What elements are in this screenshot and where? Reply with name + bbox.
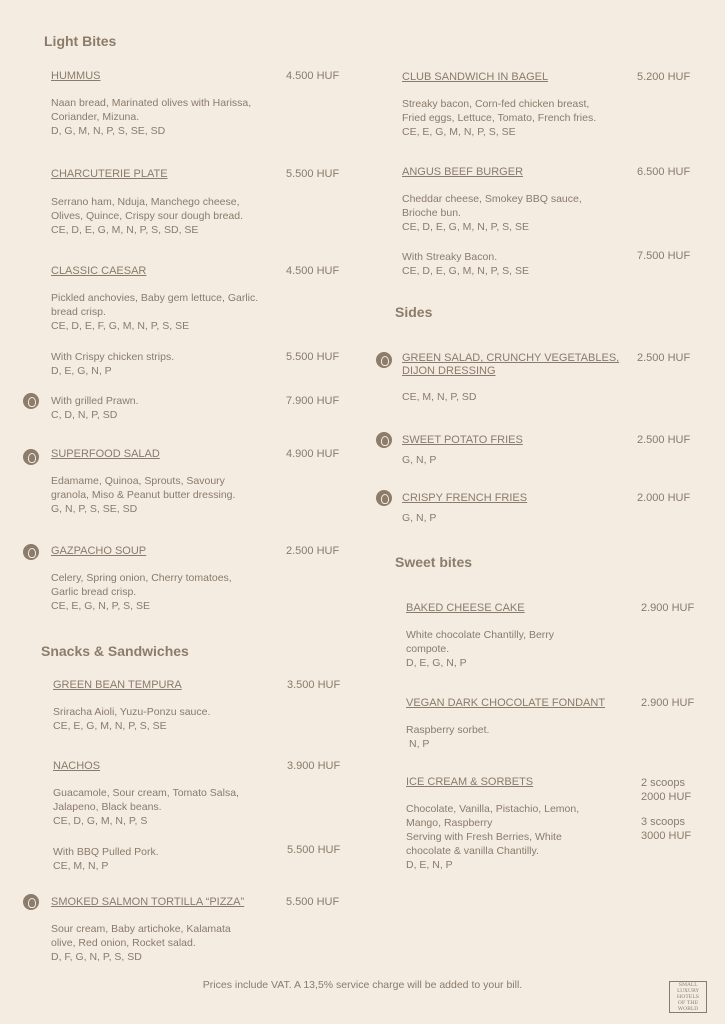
item-caesar-name: CLASSIC CAESAR xyxy=(51,265,147,277)
item-club-name: CLUB SANDWICH IN BAGEL xyxy=(402,71,549,83)
item-sweet-potato-price: 2.500 HUF xyxy=(637,434,691,446)
item-charcuterie-price: 5.500 HUF xyxy=(286,168,340,180)
item-icecream-price-3: 3 scoops 3000 HUF xyxy=(641,816,692,842)
item-nachos-pork: With BBQ Pulled Pork. CE, M, N, P xyxy=(53,846,159,872)
item-gazpacho-desc: Celery, Spring onion, Cherry tomatoes, Garlic bread crisp. CE, E, G, N, P, S, SE xyxy=(51,572,232,612)
vegetarian-icon xyxy=(23,449,39,465)
item-cheesecake-name: BAKED CHEESE CAKE xyxy=(406,602,525,614)
vegetarian-icon xyxy=(376,490,392,506)
item-caesar-desc: Pickled anchovies, Baby gem lettuce, Garlic. bread crisp. CE, D, E, F, G, M, N, P, S, SE xyxy=(51,292,259,332)
section-sides: Sides xyxy=(395,304,433,320)
item-fondant-price: 2.900 HUF xyxy=(641,697,695,709)
item-gazpacho-price: 2.500 HUF xyxy=(286,545,340,557)
item-tempura-desc: Sriracha Aioli, Yuzu-Ponzu sauce. CE, E, G, M, N, P, S, SE xyxy=(53,706,211,732)
item-green-salad-name: GREEN SALAD, CRUNCHY VEGETABLES, DIJON DRESSING xyxy=(402,352,620,377)
item-club-price: 5.200 HUF xyxy=(637,71,691,83)
item-green-salad-price: 2.500 HUF xyxy=(637,352,691,364)
item-green-salad-desc: CE, M, N, P, SD xyxy=(402,391,477,403)
item-caesar-chicken: With Crispy chicken strips. D, E, G, N, P xyxy=(51,351,175,377)
item-gazpacho-name: GAZPACHO SOUP xyxy=(51,545,147,557)
vegetarian-icon xyxy=(23,894,39,910)
section-sweet-bites: Sweet bites xyxy=(395,554,473,570)
item-nachos-desc: Guacamole, Sour cream, Tomato Salsa, Jalapeno, Black beans. CE, D, G, M, N, P, S xyxy=(53,787,239,827)
item-caesar-prawn-price: 7.900 HUF xyxy=(286,395,340,407)
vegetarian-icon xyxy=(376,432,392,448)
item-superfood-desc: Edamame, Quinoa, Sprouts, Savoury granola, Miso & Peanut butter dressing. G, N, P, S, SE, SD xyxy=(51,475,236,515)
item-fondant-desc: Raspberry sorbet. N, P xyxy=(406,724,490,750)
item-club-desc: Streaky bacon, Corn-fed chicken breast, Fried eggs, Lettuce, Tomato, French fries. CE, E, G, M, N, P, S, SE xyxy=(402,98,597,138)
item-icecream-price-2: 2 scoops 2000 HUF xyxy=(641,777,692,803)
slh-logo: SMALL LUXURY HOTELS OF THE WORLD xyxy=(669,981,707,1013)
item-icecream-name: ICE CREAM & SORBETS xyxy=(406,776,534,788)
item-superfood-price: 4.900 HUF xyxy=(286,448,340,460)
item-sweet-potato-desc: G, N, P xyxy=(402,454,437,466)
item-french-fries-price: 2.000 HUF xyxy=(637,492,691,504)
item-burger-bacon-price: 7.500 HUF xyxy=(637,250,691,262)
item-french-fries-name: CRISPY FRENCH FRIES xyxy=(402,492,528,504)
item-burger-desc: Cheddar cheese, Smokey BBQ sauce, Brioche bun. CE, D, E, G, M, N, P, S, SE xyxy=(402,193,582,233)
item-salmon-name: SMOKED SALMON TORTILLA “PIZZA” xyxy=(51,896,245,908)
section-light-bites: Light Bites xyxy=(44,33,117,49)
item-french-fries-desc: G, N, P xyxy=(402,512,437,524)
item-nachos-pork-price: 5.500 HUF xyxy=(287,844,341,856)
item-cheesecake-desc: White chocolate Chantilly, Berry compote. D, E, G, N, P xyxy=(406,629,555,669)
item-burger-price: 6.500 HUF xyxy=(637,166,691,178)
item-charcuterie-desc: Serrano ham, Nduja, Manchego cheese, Olives, Quince, Crispy sour dough bread. CE, D, E, G, M, N, P, S, SD, SE xyxy=(51,196,244,236)
item-icecream-desc: Chocolate, Vanilla, Pistachio, Lemon, Mango, Raspberry Serving with Fresh Berries, White chocolate & vanilla Chantilly. D, E, N, P xyxy=(406,803,580,871)
item-cheesecake-price: 2.900 HUF xyxy=(641,602,695,614)
item-sweet-potato-name: SWEET POTATO FRIES xyxy=(402,434,523,446)
item-superfood-name: SUPERFOOD SALAD xyxy=(51,448,160,460)
item-tempura-price: 3.500 HUF xyxy=(287,679,341,691)
item-charcuterie-name: CHARCUTERIE PLATE xyxy=(51,168,168,180)
item-burger-name: ANGUS BEEF BURGER xyxy=(402,166,524,178)
item-hummus-name: HUMMUS xyxy=(51,70,101,82)
footer-note: Prices include VAT. A 13,5% service charge will be added to your bill. xyxy=(202,979,523,991)
item-caesar-chicken-price: 5.500 HUF xyxy=(286,351,340,363)
section-snacks: Snacks & Sandwiches xyxy=(41,643,189,659)
item-hummus-price: 4.500 HUF xyxy=(286,70,340,82)
vegetarian-icon xyxy=(23,393,39,409)
item-nachos-name: NACHOS xyxy=(53,760,101,772)
item-tempura-name: GREEN BEAN TEMPURA xyxy=(53,679,182,691)
item-caesar-price: 4.500 HUF xyxy=(286,265,340,277)
item-nachos-price: 3.900 HUF xyxy=(287,760,341,772)
item-caesar-prawn: With grilled Prawn. C, D, N, P, SD xyxy=(51,395,139,421)
item-burger-bacon: With Streaky Bacon. CE, D, E, G, M, N, P, S, SE xyxy=(402,251,530,277)
item-salmon-desc: Sour cream, Baby artichoke, Kalamata olive, Red onion, Rocket salad. D, F, G, N, P, S, SD xyxy=(51,923,231,963)
item-fondant-name: VEGAN DARK CHOCOLATE FONDANT xyxy=(406,697,606,709)
item-salmon-price: 5.500 HUF xyxy=(286,896,340,908)
item-hummus-desc: Naan bread, Marinated olives with Harissa, Coriander, Mizuna. D, G, M, N, P, S, SE, SD xyxy=(51,97,252,137)
vegetarian-icon xyxy=(23,544,39,560)
vegetarian-icon xyxy=(376,352,392,368)
